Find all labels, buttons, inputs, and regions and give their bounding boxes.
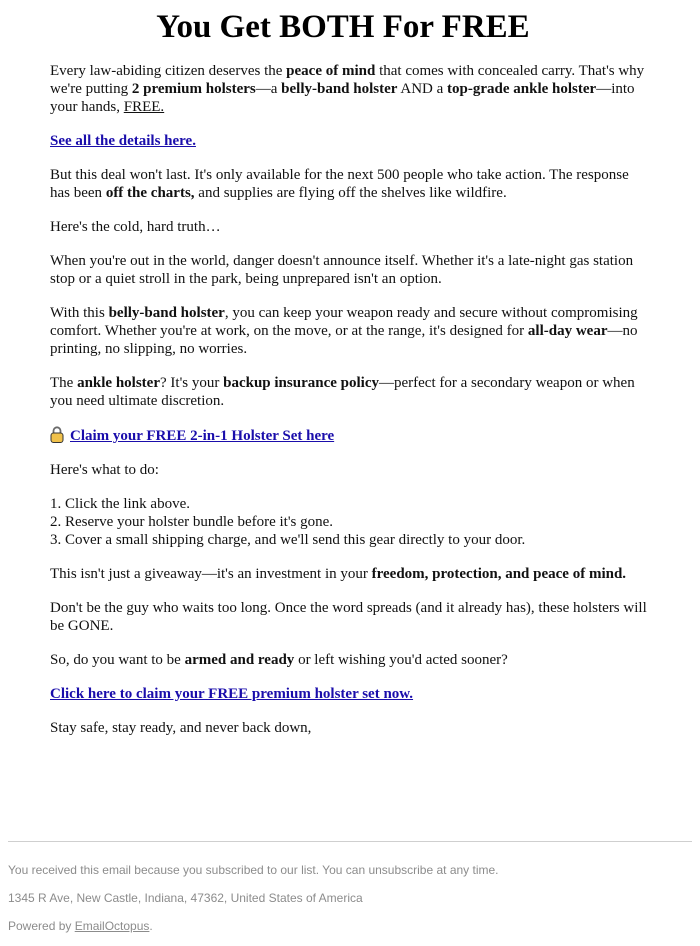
ankle-holster-paragraph: The ankle holster? It's your backup insurance policy—perfect for a secondary weapon or when you need ultimate discretion. (50, 375, 635, 409)
free-link[interactable]: FREE. (123, 99, 165, 115)
signoff: Stay safe, stay ready, and never back down, (50, 720, 312, 736)
see-details-link[interactable]: See all the details here. (50, 133, 196, 149)
step-item: 1. Click the link above. (50, 496, 190, 512)
investment-paragraph: This isn't just a giveaway—it's an investment in your freedom, protection, and peace of mind. (50, 566, 627, 582)
email-heading: You Get BOTH For FREE (156, 9, 530, 45)
claim-holster-link[interactable]: Claim your FREE 2-in-1 Holster Set here (70, 428, 335, 444)
step-item: 3. Cover a small shipping charge, and we'll send this gear directly to your door. (50, 532, 526, 548)
question-paragraph: So, do you want to be armed and ready or left wishing you'd acted sooner? (50, 652, 508, 668)
footer-divider (8, 841, 692, 842)
deal-paragraph: But this deal won't last. It's only available for the next 500 people who take action. The response has been off the charts, and supplies are flying off the shelves like wildfire. (50, 167, 629, 201)
intro-paragraph: Every law-abiding citizen deserves the peace of mind that comes with concealed carry. That's why we're putting 2 premium holsters—a belly-band holster AND a top-grade ankle holster—into your hands, FREE. (50, 63, 645, 115)
footer-powered-by: Powered by EmailOctopus. (8, 919, 153, 933)
footer-address: 1345 R Ave, New Castle, Indiana, 47362, United States of America (8, 891, 363, 905)
claim-now-link[interactable]: Click here to claim your FREE premium holster set now. (50, 686, 414, 702)
emailoctopus-link[interactable]: EmailOctopus (74, 919, 150, 933)
footer-subscribed-text: You received this email because you subscribed to our list. You can unsubscribe at any time. (8, 863, 499, 877)
belly-band-paragraph: With this belly-band holster, you can keep your weapon ready and secure without compromising comfort. Whether you're at work, on the move, or at the range, it's designed for all-day wear—no printing, no slipping, no worries. (50, 305, 638, 357)
email-body (50, 62, 650, 753)
instructions-heading: Here's what to do: (50, 462, 159, 478)
steps-list (50, 495, 650, 549)
urgency-paragraph: Don't be the guy who waits too long. Once the word spreads (and it already has), these holsters will be GONE. (50, 600, 647, 634)
truth-paragraph: Here's the cold, hard truth… (50, 219, 221, 235)
step-item: 2. Reserve your holster bundle before it's gone. (50, 514, 334, 530)
lock-icon (50, 426, 64, 443)
danger-paragraph: When you're out in the world, danger doesn't announce itself. Whether it's a late-night gas station stop or a quiet stroll in the park, being unprepared isn't an option. (50, 253, 634, 287)
